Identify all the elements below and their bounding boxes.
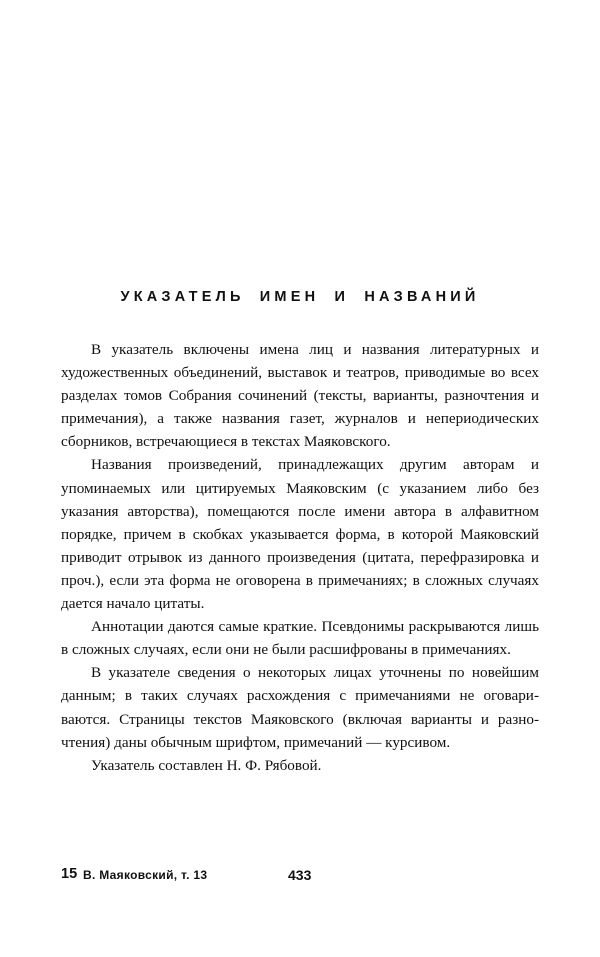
paragraph: В указатель включены имена лиц и названия литературных и художественных объединений, выставок и театров, приводимые во всех разделах томов Собрания сочинений (тексты, варианты, разночтения и примечания), а также названия газет, журналов и непериодических сборников, встречающиеся в текстах Маяковского. [61,341,539,451]
intro-text [61,338,539,777]
signature-number: 15 [61,866,78,882]
index-title: УКАЗАТЕЛЬ ИМЕН И НАЗВАНИЙ [120,289,480,305]
signature-text: В. Маяковский, т. 13 [83,868,208,882]
paragraph: В указателе сведения о некоторых лицах уточнены по новейшим данным; в таких случаях расхождения с примечаниями не оговариваются. Страницы текстов Маяковского (включая варианты и разночтения) даны обычным шрифтом, примечаний — курсивом. [61,664,539,751]
page-number: 433 [288,867,312,883]
page-footer [61,866,539,888]
paragraph: Аннотации даются самые краткие. Псевдонимы раскрываются лишь в сложных случаях, если они не были расшифрованы в примечаниях. [61,618,539,659]
paragraph: Названия произведений, принадлежащих другим авторам и упоминаемых или цитируемых Маяковским (с указанием либо без указания авторства), помещаются после имени автора в алфавитном порядке, причем в скобках указывается форма, в которой Маяковский приводит отрывок из данного произведения (цитата, перефразировка и проч.), если эта форма не оговорена в примечаниях; в сложных случаях дается начало цитаты. [61,456,539,613]
paragraph: Указатель составлен Н. Ф. Рябовой. [91,756,322,774]
